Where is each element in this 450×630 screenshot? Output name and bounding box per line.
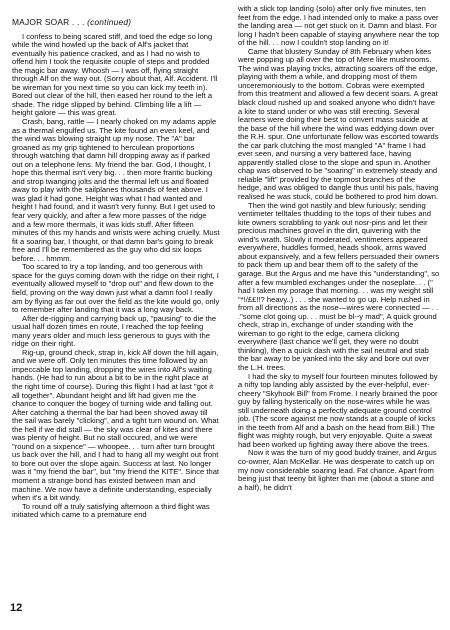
page-number: 12 — [10, 602, 23, 614]
article-title: MAJOR SOAR . . . — [12, 17, 85, 27]
article-heading — [12, 18, 220, 27]
right-paragraph-3: Then the wind got nastily and blew furiously; sending ventimeter telltales thudding to the tops of their tubes and kite owners scrabbling to yank out nosr-pins and let their precious machines grovel in the dirt, quivering with the wind's wrath. Slowly it moderated, ventimeters appeared everywhere, huddles formed, heads shook, arms waved about expansively, and a few fellers persuaded their owners to pack them up and bear them off to the safety of the garage. But the Argus and me have this "understanding", so after a few mumbled exchanges under the noseplate. . . (" had I taken my porage that morning. . . was my weight still "*!/££!!? heavy..) . . . she wanted to go up. Help rushed in from all directions as the nose—wires were connected — . . ."some clot going up. . . must be bl--y mad", A quick ground check, strap in, exchange of under standing with the wireman to go right to the edge, camera clicking everywhere (last chance we'll get, they were no doubt thinking), then a quick dash with the sail neutral and stab the bar away to be yanked into the sky and bore out over the L.H. trees. — [238, 200, 440, 372]
right-paragraph-5: Now it was the turn of my good buddy trainer, and Argus co-owner, Alan McKellar. He was desperate to catch up on my now considerable soaring lead. Fat chance. Apart from being just that teeny bit lighter than me (about a stone and a half), he didn't — [238, 448, 437, 492]
right-paragraph-4: I had the sky to myself four fourteen minutes followed by a nifty top landing ably assisted by the ever-helpful, ever-cheery "Skyhook Bill" from Frome. I nearly brained the poor guy by falling hysterically on the nose-wires while he was still underneath doing a perfectly adequate ground control job. (The score against me now stands at a couple of kicks in the teeth from Alf and a bash on the head from Bill.) The flight was mighty rough, but very enjoyable. Quite a sweat had been worked up fighting away there above the trees. — [238, 371, 438, 449]
left-paragraph-2: Crash, bang, rattle — I nearly choked on my adams apple as a thermal engulfed us. The kite found an even keel, and the wind was blowing straight up my nose. The "A" bar groaned as my grip tightened to herculean proportions through watching that damn hill dropping away as if parked out on a telephone lens. My friend the bar. God, I thought, I hope this thermal isn't very big. . . then more frantic bucking and strop twanging jolts and the thermal left us and floated away to play with the sailplanes thousands of feet above. I was glad it had gone. Height was what I had wanted and height I had found, and it wasn't very funny. But I get used to fear very quickly, and after a few more passes of the ridge and a few more thermals, it was kids stuff. After fifteen minutes of this my hands and wrists were aching cruelly. Must fit a soaring bar, I thought, or that damn bar's going to break free and I'll be remembered as the guy who did six loops before. . . hmmm. — [12, 117, 220, 263]
left-paragraph-5: Rig-up, ground check, strap in, kick Alf down the hill again, and we were off. Only ten minutes this time followed by an impeccable top landing, dropping the wires into Alf's waiting hands. (He had to run about a bit to be in the right place at the right time of course). During this flight I had at last "got it all together". Abundant height and lift had given me the chance to conquer the bogey of turning wide and falling out. After catching a thermal the bar had been shoved away till the sail was barely "clicking", and a tight turn wound on. What the hell if we did stall — the sky was clear of kites and there was plenty of height. But no stall occured, and we were "round on a sixpence" — whoopee. . . turn after turn brought us back over the hill, and I had to hang all my weight out front to bore out over the slope again. Success at last. No longer was it "my friend the bar", but "my friend the KITE". Since that moment a strange bond has existed between man and machine. We now have a definite understanding, especially when it's a bit windy. — [12, 347, 220, 503]
right-paragraph-2: Came that blustery Sunday of 8th February when kites were popping up all over the top of Mere like mushrooms. The wind was playing tricks, attracting soarers off the edge, playing with them a while, and dropping most of them unceremoniously to the bottom. Cobras were exempted from this treatment and allowed a few decent soars. A great black cloud rushed up and soaked anyone who didn't have a kite to stand under or who was still erecting. Several learners were doing their best to convert mass suicide at the base of the hill where the wind was eddying down over the R.H. spur. One unfortunate fellow was escorted towards the car park clutching the most mangled "A" frame I had ever seen, and nursing a very battered face, having apparently stalled close to the slope and spun in. Another chap was observed to be "soaring" in extremely steady and reliable "lift" provided by the topmost branches of the hedge, and was obliged to dangle thus until his pals, having realised he was stuck, could be bothered to prod him down. — [238, 46, 439, 202]
left-paragraph-1: I confess to being scared stiff, and toed the edge so long while the wind howled up the back of Alf's jacket that eventually his patience cracked, and as I had no wish to offend him I took the requisite couple of steps and prodded the magic bar away. Whoosh — I was off, flying straight through Alf on the way out. (Sorry about that, Alf. Accident. I'll be wireman for you next time so you can kick my teeth in). Bored out clear of the hill, then eased her round to the left a shade. The ridge slipped by behind. Climbing life a lift — height galore — this was great. — [12, 31, 218, 118]
left-paragraph-6: To round off a truly satisfying afternoon a third flight was initiated which came to a premature end — [12, 501, 210, 520]
right-column — [238, 5, 440, 492]
left-paragraph-3: Too scared to try a top landing, and too generous with space for the guys coming down with the ridge on their right, I eventually allowed myself to "drop out" and flew down to the field, proving on the way down just what a damn fool I really am by flying as far out over the field as the kite would go, only to remember after landing that it was a long way back. — [12, 262, 220, 315]
left-column — [12, 18, 220, 520]
left-paragraph-4: After de-rigging and carrying back up, "pausing" to die the usual half dozen times en route, I reached the top feeling many years older and much less generous to guys with the ridge on their right. — [12, 313, 217, 349]
right-paragraph-1: with a slick top landing (solo) after only five minutes, ten feet from the edge. I had intended only to make a pass over the landing area — not get stuck on it. Damn and blast. For long I hadn't been capable of staying anywhere near the top of the hill. . . now I couldn't stop landing on it! — [238, 4, 440, 48]
continued-label: (continued) — [87, 17, 132, 27]
